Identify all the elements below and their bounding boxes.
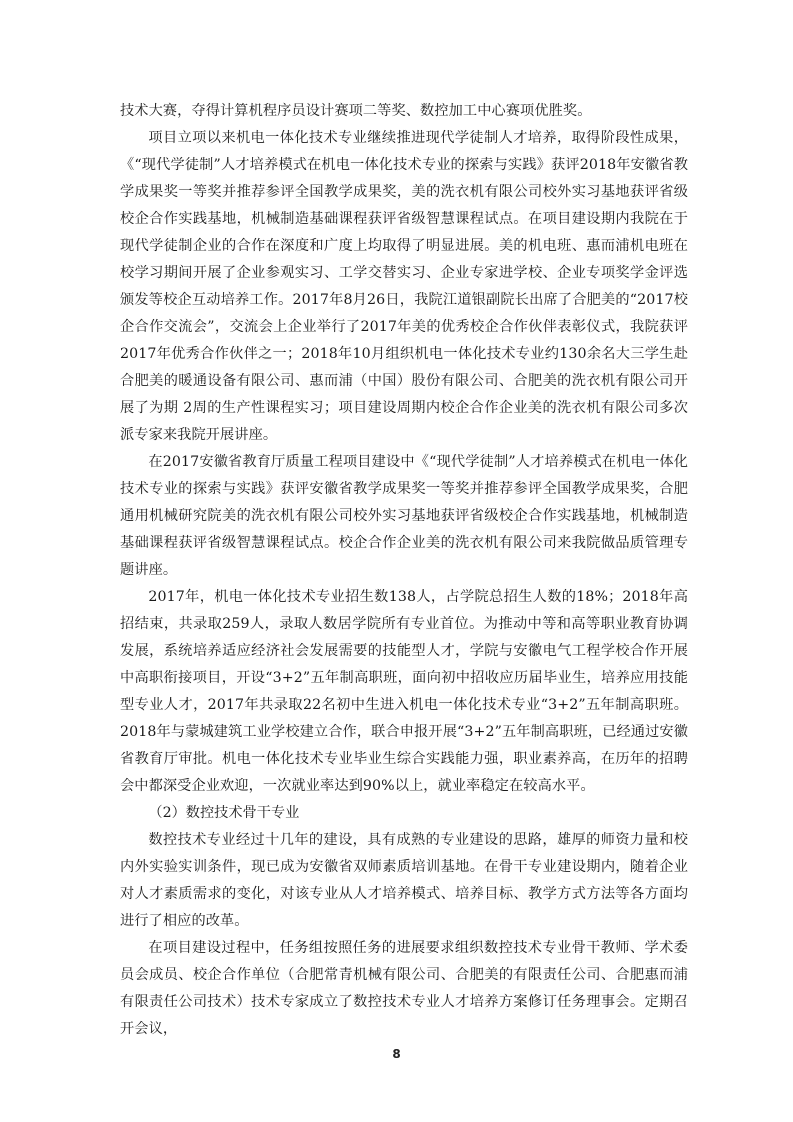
page-number: 8 [392,1047,401,1061]
paragraph-cnc-intro: 数控技术专业经过十几年的建设，具有成熟的专业建设的思路，雄厚的师资力量和校内外实验实训条件，现已成为安徽省双师素质培训基地。在骨干专业建设期内，随着企业对人才素质需求的变化，对该专业从人才培养模式、培养目标、教学方式方法等各方面均进行了相应的改革。 [120,832,688,929]
section-heading: （2）数控技术骨干专业 [148,805,300,821]
paragraph-quality-project: 在2017安徽省教育厅质量工程项目建设中《“现代学徒制”人才培养模式在机电一体化技术专业的探索与实践》获评安徽省教学成果奖一等奖并推荐参评全国教学成果奖，合肥通用机械研究院美的洗衣机有限公司校外实习基地获评省级校企合作实践基地，机械制造基础课程获评省级智慧课程试点。校企合作企业美的洗衣机有限公司来我院做品质管理专题讲座。 [120,454,688,578]
paragraph-apprenticeship: 项目立项以来机电一体化技术专业继续推进现代学徒制人才培养，取得阶段性成果，《“现代学徒制”人才培养模式在机电一体化技术专业的探索与实践》获评2018年安徽省教学成果奖一等奖并推荐参评全国教学成果奖，美的洗衣机有限公司校外实习基地获评省级校企合作实践基地，机械制造基础课程获评省级智慧课程试点。在项目建设期内我院在于现代学徒制企业的合作在深度和广度上均取得了明显进展。美的机电班、惠而浦机电班在校学习期间开展了企业参观实习、工学交替实习、企业专家进学校、企业专项奖学金评选颁发等校企互动培养工作。2017年8月26日，我院江道银副院长出席了合肥美的“2017校企合作交流会”，交流会上企业举行了2017年美的优秀校企合作伙伴表彰仪式，我院获评2017年优秀合作伙伴之一；2018年10月组织机电一体化技术专业约130余名大三学生赴合肥美的暖通设备有限公司、惠而浦（中国）股份有限公司、合肥美的洗衣机有限公司开展了为期 2周的生产性课程实习；项目建设周期内校企合作企业美的洗衣机有限公司多次派专家来我院开展讲座。 [120,130,688,443]
document-body [120,98,688,1043]
paragraph-continuation: 技术大赛，夺得计算机程序员设计赛项二等奖、数控加工中心赛项优胜奖。 [120,103,592,119]
paragraph-enrollment: 2017年，机电一体化技术专业招生数138人，占学院总招生人数的18%；2018年高招结束，共录取259人，录取人数居学院所有专业首位。为推动中等和高等职业教育协调发展，系统培养适应经济社会发展需要的技能型人才，学院与安徽电气工程学校合作开展中高职衔接项目，开设“3+2”五年制高职班，面向初中招收应历届毕业生，培养应用技能型专业人才，2017年共录取22名初中生进入机电一体化技术专业“3+2”五年制高职班。2018年与蒙城建筑工业学校建立合作，联合申报开展“3+2”五年制高职班，已经通过安徽省教育厅审批。机电一体化技术专业毕业生综合实践能力强，职业素养高，在历年的招聘会中都深受企业欢迎，一次就业率达到90%以上，就业率稳定在较高水平。 [120,589,688,794]
paragraph-cnc-process: 在项目建设过程中，任务组按照任务的进展要求组织数控技术专业骨干教师、学术委员会成员、校企合作单位（合肥常青机械有限公司、合肥美的有限责任公司、合肥惠而浦有限责任公司技术）技术专家成立了数控技术专业人才培养方案修订任务理事会。定期召开会议， [120,940,688,1037]
